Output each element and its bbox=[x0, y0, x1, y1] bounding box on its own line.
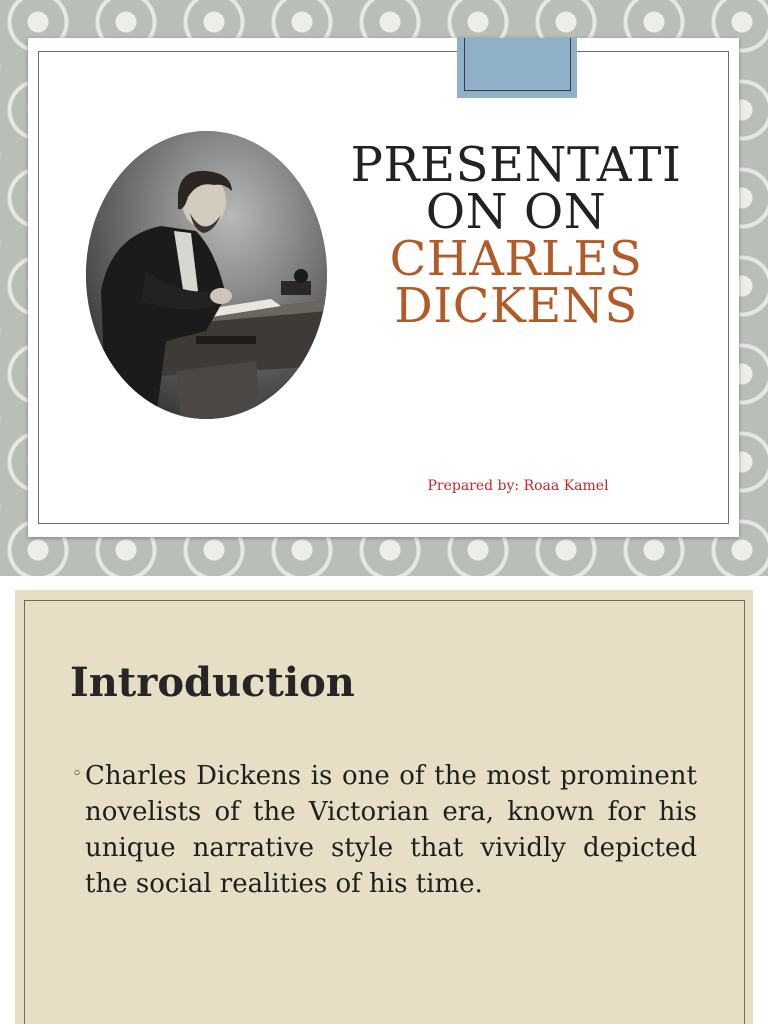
title-line-4: DICKENS bbox=[394, 278, 638, 334]
title-line-1: PRESENTATI bbox=[350, 137, 682, 193]
title-slide-card bbox=[28, 38, 739, 537]
decorative-tab bbox=[457, 38, 577, 98]
presentation-title bbox=[340, 137, 692, 334]
prepared-by-text: Prepared by: Roaa Kamel bbox=[427, 478, 609, 494]
introduction-slide bbox=[15, 590, 753, 1024]
title-line-3: CHARLES bbox=[389, 231, 643, 287]
introduction-bullet-text: Charles Dickens is one of the most prominent novelists of the Victorian era, known for his unique narrative style that vividly depicted the social realities of his time. bbox=[85, 761, 697, 899]
bullet-circle-icon: ◦ bbox=[72, 764, 83, 784]
introduction-heading: Introduction bbox=[70, 659, 355, 706]
portrait-photo-icon bbox=[86, 131, 327, 419]
decorative-tab-frame bbox=[464, 38, 571, 91]
title-line-2: ON ON bbox=[425, 184, 607, 240]
